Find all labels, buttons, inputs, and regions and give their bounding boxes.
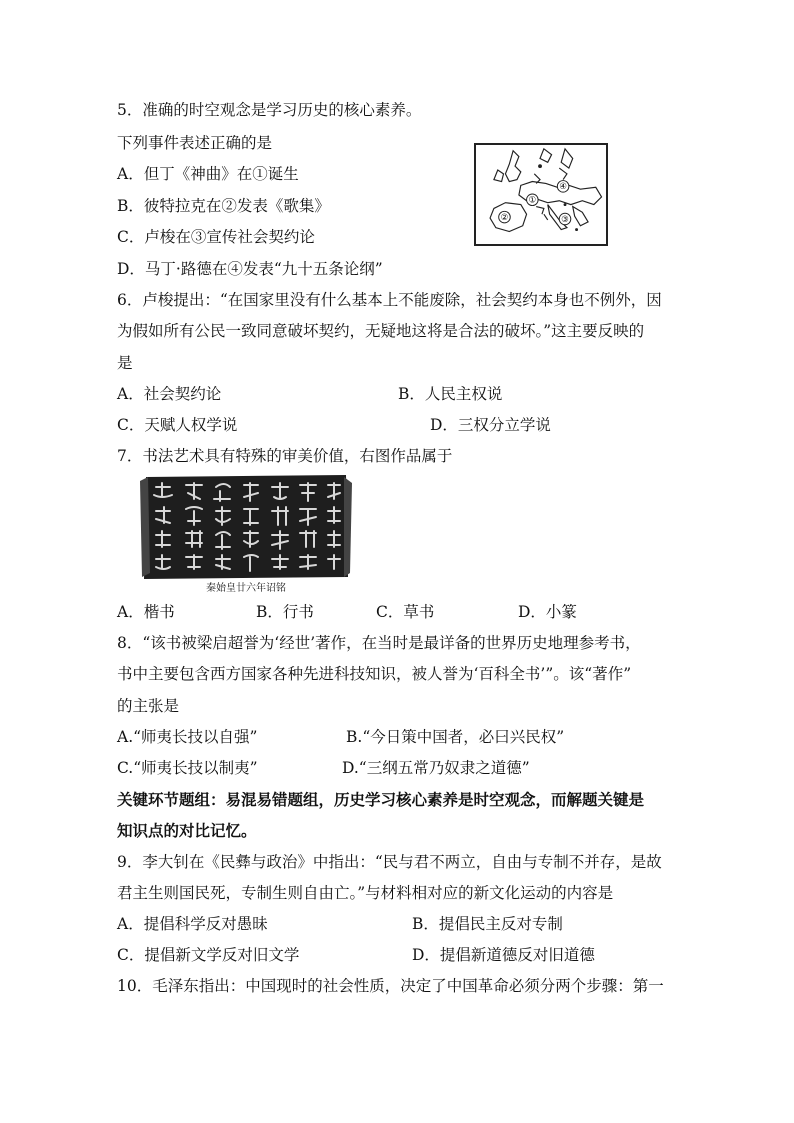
q7-option-b: B．行书 [256,603,314,621]
key-section-line2: 知识点的对比记忆。 [117,822,257,840]
q5-option-c: C．卢梭在③宣传社会契约论 [117,228,315,246]
q8-option-b: B.“今日策中国者，必曰兴民权” [346,728,565,746]
q8-option-d: D.“三纲五常乃奴隶之道德” [342,759,530,777]
q6-option-d: D．三权分立学说 [430,416,551,434]
q6-option-a: A．社会契约论 [117,385,222,403]
calligraphy-inscription-image [140,473,352,595]
q8-stem-line2: 书中主要包含西方国家各种先进科技知识，被人誉为‘百科全书’”。该“著作” [117,665,632,683]
q5-option-d: D．马丁·路德在④发表“九十五条论纲” [117,260,383,278]
map-label-1: ① [528,195,537,206]
q6-option-c: C．天赋人权学说 [117,416,238,434]
q10-stem-line1: 10．毛泽东指出：中国现时的社会性质，决定了中国革命必须分两个步骤：第一 [117,977,664,995]
europe-map-image [474,143,608,246]
q7-option-a: A．楷书 [117,603,175,621]
map-label-4: ④ [559,182,567,193]
map-label-2: ② [500,212,509,223]
q6-option-b: B．人民主权说 [398,385,503,403]
q7-stem: 7．书法艺术具有特殊的审美价值，右图作品属于 [117,447,453,465]
q8-stem-line3: 的主张是 [117,697,180,715]
q7-option-d: D．小篆 [518,603,577,621]
q9-option-d: D．提倡新道德反对旧道德 [412,946,595,964]
q5-option-b: B．彼特拉克在②发表《歌集》 [117,197,330,215]
q8-option-a: A.“师夷长技以自强” [117,728,258,746]
q9-option-b: B．提倡民主反对专制 [412,915,563,933]
q9-option-a: A．提倡科学反对愚昧 [117,915,268,933]
map-label-3: ③ [561,214,569,225]
key-section-line1: 关键环节题组：易混易错题组，历史学习核心素养是时空观念，而解题关键是 [117,791,645,809]
calligraphy-caption: 秦始皇廿六年诏铭 [206,583,286,594]
q6-stem-line2: 为假如所有公民一致同意破坏契约，无疑地这将是合法的破坏。”这主要反映的 [117,322,645,340]
q6-stem-line1: 6．卢梭提出：“在国家里没有什么基本上不能废除，社会契约本身也不例外，因 [117,291,662,309]
q6-stem-line3: 是 [117,354,133,372]
q9-stem-line2: 君主生则国民死，专制生则自由亡。”与材料相对应的新文化运动的内容是 [117,884,614,902]
q9-stem-line1: 9．李大钊在《民彝与政治》中指出：“民与君不两立，自由与专制不并存，是故 [117,853,662,871]
q7-option-c: C．草书 [376,603,435,621]
q9-option-c: C．提倡新文学反对旧文学 [117,946,300,964]
q5-option-a: A．但丁《神曲》在①诞生 [117,165,299,183]
q5-stem-line1: 5．准确的时空观念是学习历史的核心素养。 [117,101,422,119]
q5-stem-line2: 下列事件表述正确的是 [117,134,273,152]
q8-stem-line1: 8．“该书被梁启超誉为‘经世’著作，在当时是最详备的世界历史地理参考书， [117,634,641,652]
q8-option-c: C.“师夷长技以制夷” [117,759,258,777]
